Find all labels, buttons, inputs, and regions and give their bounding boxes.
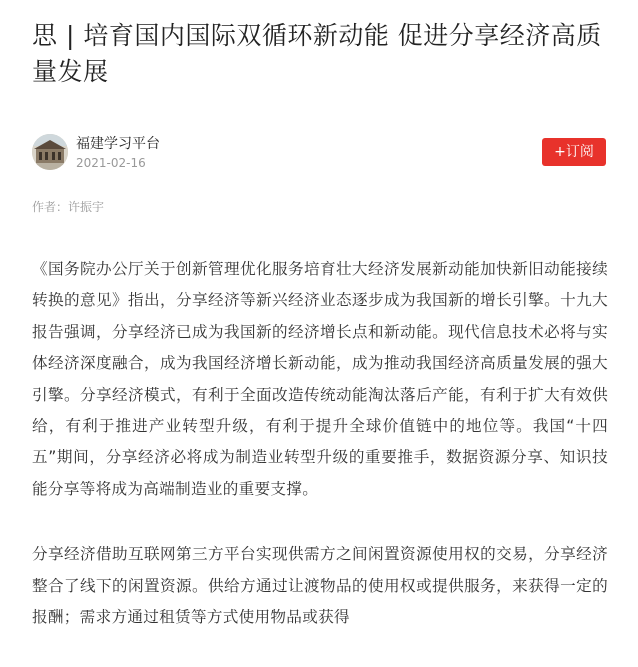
article-body (32, 254, 608, 667)
article-paragraph: 《国务院办公厅关于创新管理优化服务培育壮大经济发展新动能加快新旧动能接续转换的意见》指出，分享经济等新兴经济业态逐步成为我国新的增长引擎。十九大报告强调，分享经济已成为我国新的经济增长点和新动能。现代信息技术必将与实体经济深度融合，成为我国经济增长新动能，成为推动我国经济高质量发展的强大引擎。分享经济模式，有利于全面改造传统动能淘汰落后产能，有利于扩大有效供给，有利于推进产业转型升级，有利于提升全球价值链中的地位等。我国“十四五”期间，分享经济必将成为制造业转型升级的重要推手，数据资源分享、知识技能分享等将成为高端制造业的重要支撑。 (32, 260, 608, 498)
avatar[interactable] (32, 134, 68, 170)
article-title: 思 | 培育国内国际双循环新动能 促进分享经济高质量发展 (32, 21, 602, 86)
subscribe-button[interactable]: +订阅 (542, 138, 606, 166)
author-line: 作者：许振宇 (32, 200, 105, 214)
publish-date: 2021-02-16 (76, 156, 146, 170)
source-name[interactable]: 福建学习平台 (76, 136, 160, 152)
article-paragraph: 分享经济借助互联网第三方平台实现供需方之间闲置资源使用权的交易，分享经济整合了线下的闲置资源。供给方通过让渡物品的使用权或提供服务，来获得一定的报酬；需求方通过租赁等方式使用物品或获得 (32, 545, 608, 627)
building-photo-icon (32, 134, 68, 170)
author-row (32, 134, 606, 172)
